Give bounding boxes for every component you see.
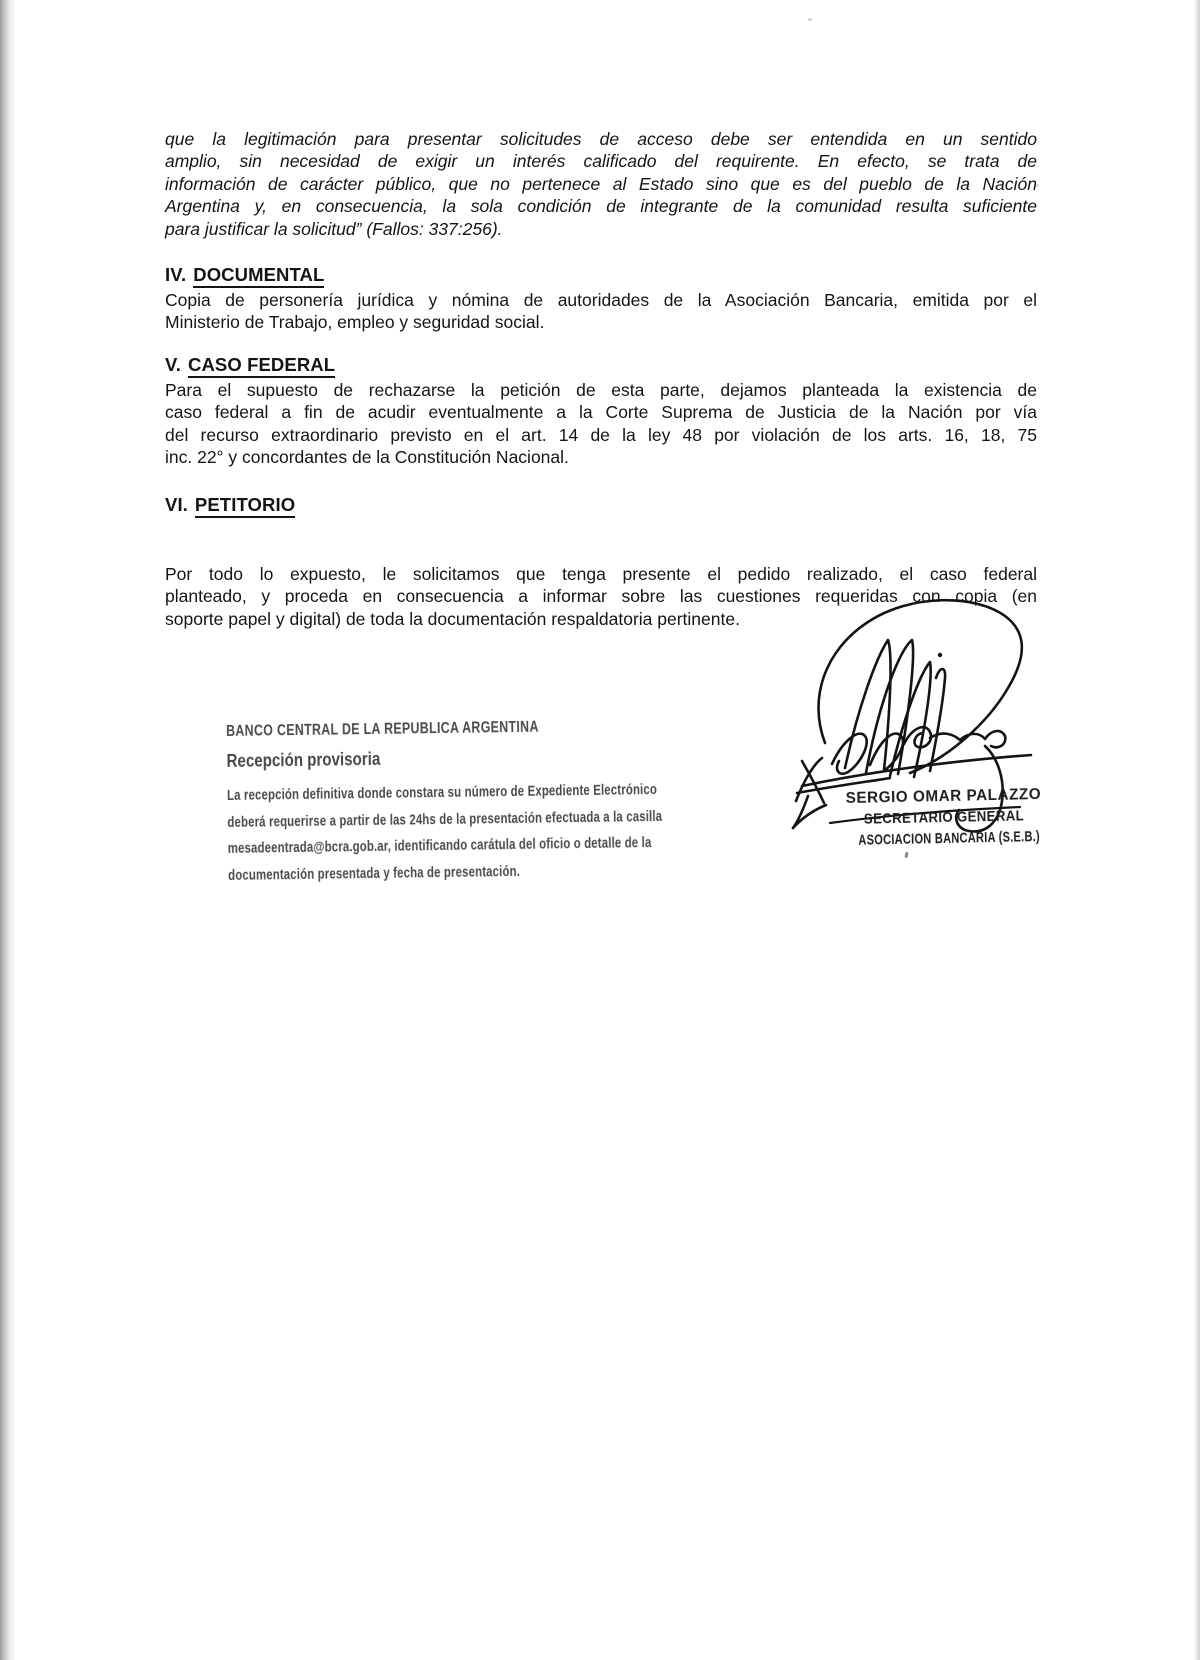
quote-line: amplio, sin necesidad de exigir un interés calificado del requirente. En efecto, se trata de xyxy=(165,151,1037,172)
section-title: DOCUMENTAL xyxy=(193,264,324,288)
bcra-reception-stamp xyxy=(226,716,688,892)
section-title: PETITORIO xyxy=(195,494,295,518)
stamp-body-line: La recepción definitiva donde constara su número de Expediente Electrónico xyxy=(226,780,658,804)
section-heading-petitorio xyxy=(165,494,295,516)
section-documental-body xyxy=(165,289,1037,334)
quote-line: que la legitimación para presentar solicitudes de acceso debe ser entendida en un sentido xyxy=(165,129,1037,149)
quote-paragraph xyxy=(165,128,1037,240)
stamp-body-line: documentación presentada y fecha de presentación. xyxy=(228,862,521,884)
stamp-title-line: Recepción provisoria xyxy=(226,748,381,771)
signatory-organization: ASOCIACION BANCARIA (S.E.B.) xyxy=(858,827,1041,849)
stamp-body-line: deberá requerirse a partir de las 24hs de la presentación efectuada a la casilla xyxy=(227,807,663,831)
stamp-body xyxy=(227,780,688,892)
section-caso-federal-body xyxy=(165,379,1037,469)
body-line: Para el supuesto de rechazarse la petición de esta parte, dejamos planteada la existencia de xyxy=(165,380,1037,400)
body-line: caso federal a fin de acudir eventualmente a la Corte Suprema de Justicia de la Nación por vía xyxy=(165,402,1037,423)
section-number: IV. xyxy=(165,264,187,285)
body-line: soporte papel y digital) de toda la documentación respaldatoria pertinente. xyxy=(165,608,740,629)
body-line: del recurso extraordinario previsto en el art. 14 de la ley 48 por violación de los arts. 16, 18, 75 xyxy=(165,424,1037,445)
section-number: VI. xyxy=(165,494,188,515)
body-line: inc. 22° y concordantes de la Constitución Nacional. xyxy=(165,447,569,468)
body-line: Por todo lo expuesto, le solicitamos que tenga presente el pedido realizado, el caso federal xyxy=(165,564,1037,584)
closing-paragraph xyxy=(165,563,1037,630)
scan-speck xyxy=(904,852,908,859)
signatory-role: SECRETARIO GENERAL xyxy=(863,807,1025,828)
quote-line: información de carácter público, que no pertenece al Estado sino que es del pueblo de la Nación xyxy=(165,173,1037,194)
stamp-body-line: mesadeentrada@bcra.gob.ar, identificando carátula del oficio o detalle de la xyxy=(227,834,652,857)
stamp-org-line: BANCO CENTRAL DE LA REPUBLICA ARGENTINA xyxy=(226,718,539,740)
body-line: planteado, y proceda en consecuencia a informar sobre las cuestiones requeridas con copia (en xyxy=(165,586,1037,607)
scan-speck xyxy=(808,18,812,21)
section-number: V. xyxy=(165,354,181,375)
quote-line: Argentina y, en consecuencia, la sola condición de integrante de la comunidad resulta suficiente xyxy=(165,196,1037,217)
scan-left-edge-shadow xyxy=(0,0,16,1660)
scan-right-edge-shadow xyxy=(1194,0,1200,1660)
signatory-block xyxy=(825,784,1062,852)
quote-line: para justificar la solicitud” (Fallos: 337:256). xyxy=(165,218,503,239)
body-line: Copia de personería jurídica y nómina de autoridades de la Asociación Bancaria, emitida por el xyxy=(165,290,1037,310)
section-heading-documental xyxy=(165,264,324,286)
section-heading-caso-federal xyxy=(165,354,335,376)
section-title: CASO FEDERAL xyxy=(188,354,335,378)
signatory-name: SERGIO OMAR PALAZZO xyxy=(845,785,1042,808)
body-line: Ministerio de Trabajo, empleo y seguridad social. xyxy=(165,312,545,333)
